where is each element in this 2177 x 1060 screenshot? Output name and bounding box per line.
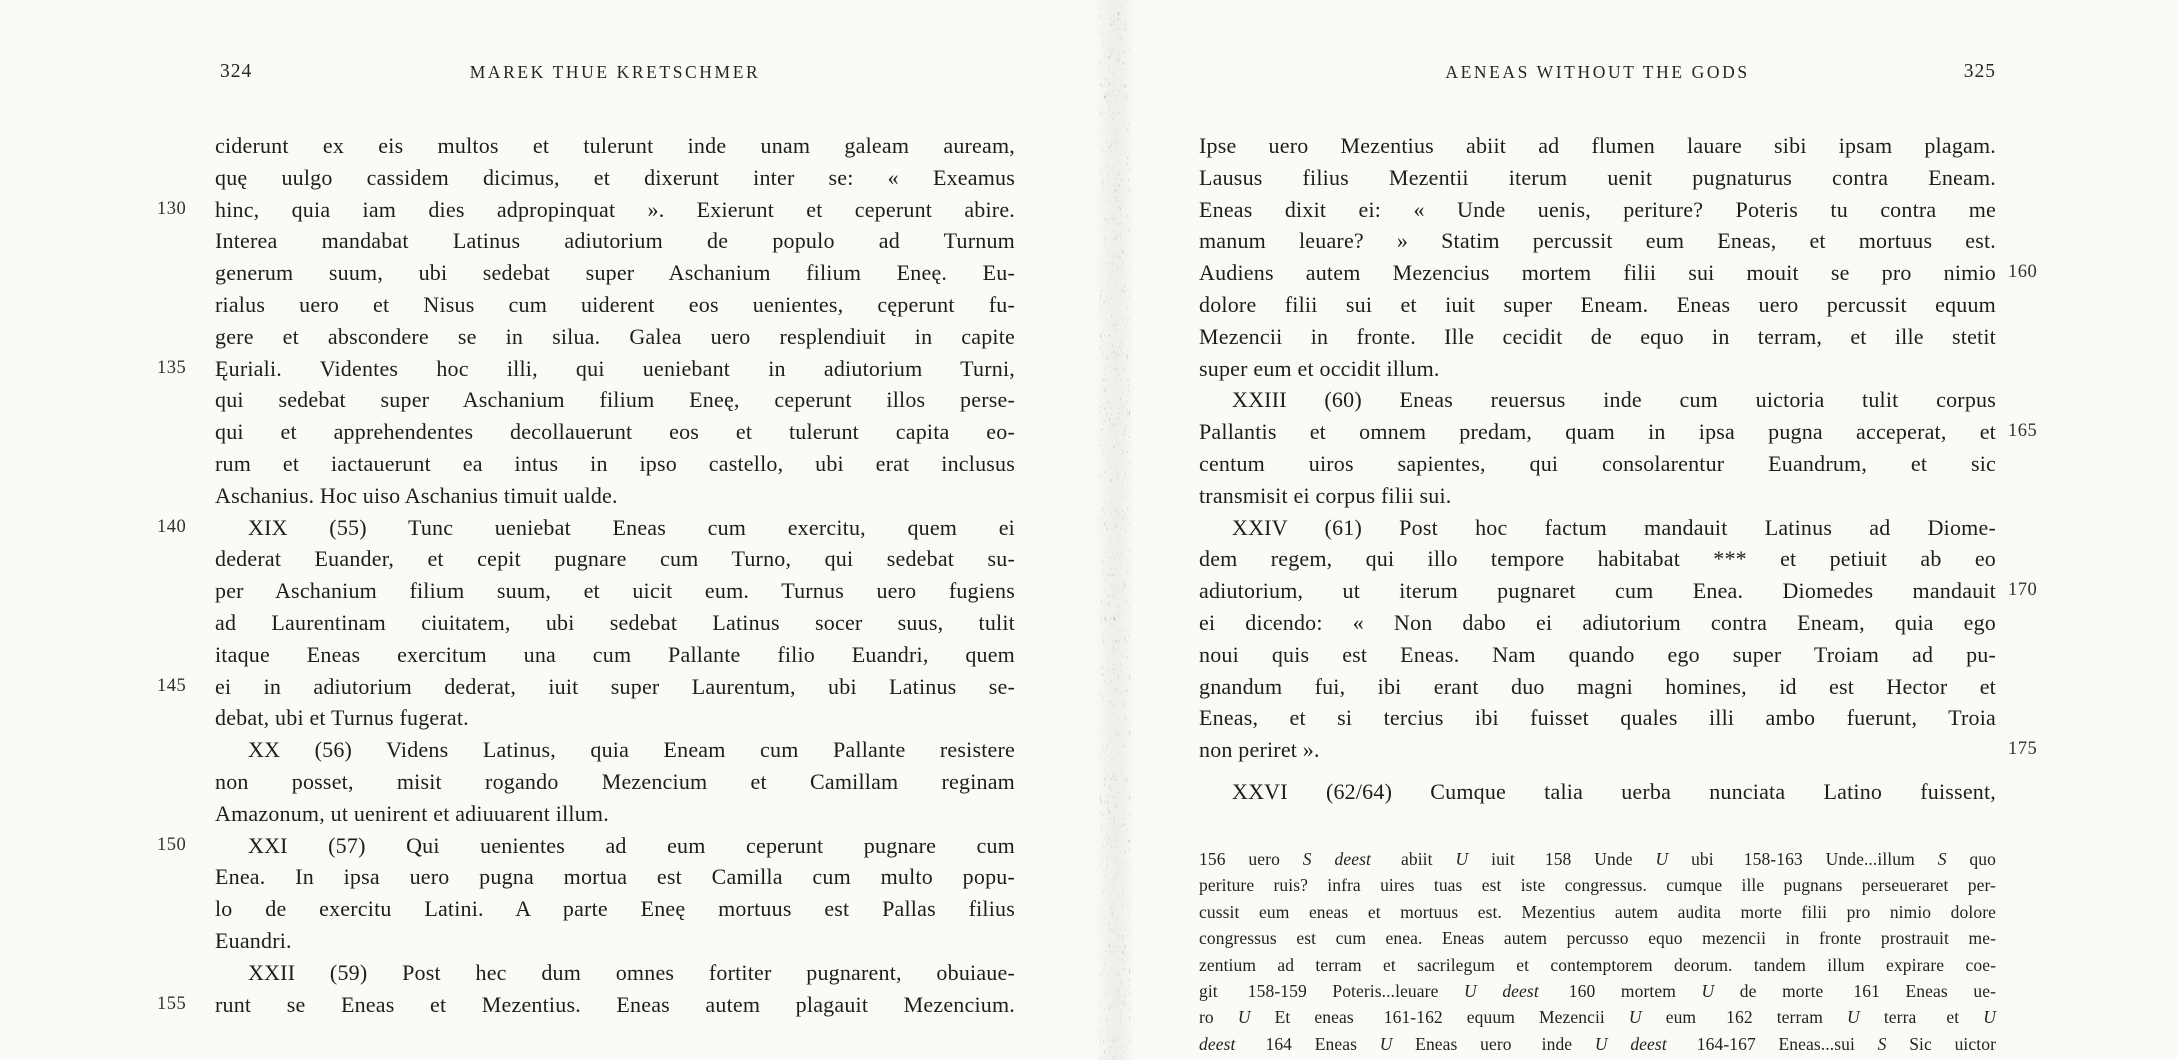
line-text: ciderunt ex eis multos et tulerunt inde unam galeam auream, bbox=[215, 133, 1015, 158]
line-text: centum uiros sapientes, qui consolarentur Euandrum, et sic bbox=[1199, 450, 1996, 476]
line-text: Audiens autem Mezencius mortem filii sui mouit se pro nimio bbox=[1199, 260, 1996, 286]
page-number-right: 325 bbox=[1963, 61, 1996, 82]
apparatus-line bbox=[1199, 846, 1996, 872]
line-number: 145 bbox=[157, 675, 187, 696]
text-line bbox=[1199, 225, 1996, 257]
apparatus-text: deest bbox=[1334, 849, 1371, 869]
text-line bbox=[1199, 448, 1996, 480]
apparatus-text: cussit eum eneas et mortuus est. Mezentius autem audita morte filii pro nimio dolore bbox=[1199, 901, 1996, 922]
line-text: Pallantis et omnem predam, quam in ipsa pugna acceperat, et bbox=[1199, 419, 1996, 445]
apparatus-text: deest bbox=[1199, 1033, 1236, 1054]
gutter-noise-texture bbox=[1100, 0, 1130, 1060]
text-line bbox=[1199, 289, 1996, 321]
page-left bbox=[157, 0, 1015, 1060]
line-text: XX (56) Videns Latinus, quia Eneam cum Pallante resistere bbox=[248, 737, 1015, 763]
line-text: XXI (57) Qui uenientes ad eum ceperunt pugnare cum bbox=[248, 832, 1015, 858]
text-line bbox=[157, 830, 1015, 862]
line-number: 140 bbox=[157, 516, 187, 537]
line-text: XXVI (62/64) Cumque talia uerba nunciata Latino fuissent, bbox=[1232, 778, 1996, 804]
apparatus-text: ubi bbox=[1668, 849, 1714, 869]
apparatus-text: 158-159 Poteris...leuare bbox=[1247, 980, 1465, 1001]
text-line bbox=[215, 798, 1015, 830]
apparatus-text: 161-162 equum Mezencii bbox=[1383, 1007, 1629, 1028]
text-line bbox=[157, 989, 1015, 1021]
apparatus-text: U bbox=[1594, 1033, 1608, 1054]
apparatus-text: Eneas uero bbox=[1392, 1033, 1512, 1054]
apparatus-text: git bbox=[1199, 980, 1218, 1001]
apparatus-criticus-block bbox=[1199, 846, 1996, 1057]
right-text-block bbox=[1199, 130, 2038, 808]
text-line bbox=[215, 321, 1015, 353]
page-number-left: 324 bbox=[220, 61, 253, 82]
line-text: dolore filii sui et iuit super Eneam. Eneas uero percussit equum bbox=[1199, 291, 1996, 317]
apparatus-text: U bbox=[1983, 1007, 1996, 1028]
text-line bbox=[215, 130, 1015, 162]
apparatus-text: U bbox=[1847, 1007, 1860, 1028]
text-line bbox=[1199, 384, 1996, 416]
apparatus-text: U bbox=[1655, 849, 1669, 869]
text-line bbox=[1199, 416, 2038, 448]
text-line bbox=[1199, 575, 2038, 607]
line-text: Eneas dixit ei: « Unde uenis, periture? Poteris tu contra me bbox=[1199, 196, 1996, 222]
apparatus-text: 156 uero bbox=[1199, 849, 1303, 869]
text-line bbox=[215, 893, 1015, 925]
text-line bbox=[215, 289, 1015, 321]
text-line bbox=[215, 702, 1015, 734]
text-line bbox=[1199, 321, 1996, 353]
apparatus-line bbox=[1199, 1004, 1996, 1030]
line-text: manum leuare? » Statim percussit eum Eneas, et mortuus est. bbox=[1199, 228, 1996, 254]
text-line bbox=[1199, 257, 2038, 289]
text-line bbox=[157, 353, 1015, 385]
line-number: 130 bbox=[157, 198, 187, 219]
line-text: Euandri. bbox=[215, 927, 292, 953]
line-text: Eneas, et si tercius ibi fuisset quales illi ambo fuerunt, Troia bbox=[1199, 705, 1996, 731]
text-line bbox=[1199, 194, 1996, 226]
apparatus-text: 158 Unde bbox=[1544, 849, 1656, 869]
line-text: itaque Eneas exercitum una cum Pallante filio Euandri, quem bbox=[215, 641, 1015, 667]
apparatus-line bbox=[1199, 1031, 1996, 1057]
apparatus-text: 164 Eneas bbox=[1265, 1033, 1380, 1054]
page-right bbox=[1199, 0, 2038, 1060]
text-line bbox=[1199, 671, 1996, 703]
text-line bbox=[215, 957, 1015, 989]
apparatus-text: 162 terram bbox=[1726, 1007, 1848, 1028]
text-line bbox=[1199, 543, 1996, 575]
apparatus-text: iuit bbox=[1468, 849, 1515, 869]
line-text: ei in adiutorium dederat, iuit super Laurentum, ubi Latinus se- bbox=[215, 673, 1015, 699]
line-text: dederat Euander, et cepit pugnare cum Turno, qui sedebat su- bbox=[215, 546, 1015, 572]
text-line bbox=[1199, 480, 1996, 512]
line-text: lo de exercitu Latini. A parte Eneę mortuus est Pallas filius bbox=[215, 896, 1015, 922]
line-text: non periret ». bbox=[1199, 737, 1320, 763]
apparatus-text: 161 Eneas ue- bbox=[1853, 980, 1996, 1001]
line-text: Mezencii in fronte. Ille cecidit de equo in terram, et ille stetit bbox=[1199, 323, 1996, 349]
line-text: Ęuriali. Videntes hoc illi, qui ueniebant in adiutorium Turni, bbox=[215, 355, 1015, 381]
line-number: 135 bbox=[157, 357, 187, 378]
apparatus-text: 164-167 Eneas...sui bbox=[1696, 1033, 1878, 1054]
line-text: Amazonum, ut uenirent et adiuuarent illum. bbox=[215, 800, 609, 826]
apparatus-text: U bbox=[1628, 1007, 1642, 1028]
line-text: quę uulgo cassidem dicimus, et dixerunt inter se: « Exeamus bbox=[215, 164, 1015, 190]
apparatus-text: congressus est cum enea. Eneas autem percusso equo mezencii in fronte prostrauit me- bbox=[1199, 928, 1996, 949]
line-text: per Aschanium filium suum, et uicit eum. Turnus uero fugiens bbox=[215, 578, 1015, 604]
line-text: rum et iactauerunt ea intus in ipso castello, ubi erat inclusus bbox=[215, 450, 1015, 476]
gutter-shadow bbox=[1094, 0, 1136, 1060]
text-line bbox=[1199, 353, 1996, 385]
apparatus-line bbox=[1199, 925, 1996, 951]
text-line bbox=[215, 607, 1015, 639]
apparatus-text: zentium ad terram et sacrilegum et contemptorem deorum. tandem illum expirare coe- bbox=[1199, 954, 1996, 975]
apparatus-text: inde bbox=[1541, 1033, 1595, 1054]
left-text-block bbox=[157, 130, 1015, 1020]
text-line bbox=[1199, 776, 1996, 808]
text-line bbox=[157, 512, 1015, 544]
text-line bbox=[215, 480, 1015, 512]
line-text: gere et abscondere se in silua. Galea uero resplendiuit in capite bbox=[215, 323, 1015, 349]
line-text: debat, ubi et Turnus fugerat. bbox=[215, 705, 469, 731]
apparatus-text: S bbox=[1877, 1033, 1887, 1054]
apparatus-text: U bbox=[1464, 980, 1477, 1001]
line-number: 175 bbox=[2008, 739, 2038, 760]
line-text: gnandum fui, ibi erant duo magni homines, id est Hector et bbox=[1199, 673, 1996, 699]
line-text: transmisit ei corpus filii sui. bbox=[1199, 482, 1452, 508]
line-text: XXIV (61) Post hoc factum mandauit Latinus ad Diome- bbox=[1232, 514, 1996, 540]
text-line bbox=[215, 925, 1015, 957]
running-title-left: MAREK THUE KRETSCHMER bbox=[469, 62, 761, 82]
text-line bbox=[215, 416, 1015, 448]
apparatus-text: U bbox=[1701, 980, 1715, 1001]
apparatus-text bbox=[1477, 981, 1503, 1001]
apparatus-line bbox=[1199, 978, 1996, 1004]
left-page-header bbox=[215, 62, 1015, 88]
line-text: super eum et occidit illum. bbox=[1199, 355, 1440, 381]
text-line bbox=[157, 194, 1015, 226]
line-number: 165 bbox=[2008, 421, 2038, 442]
apparatus-text bbox=[1608, 1034, 1631, 1054]
apparatus-line bbox=[1199, 952, 1996, 978]
apparatus-text: S bbox=[1302, 849, 1312, 869]
line-number: 170 bbox=[2008, 580, 2038, 601]
line-text: generum suum, ubi sedebat super Aschanium filium Eneę. Eu- bbox=[215, 260, 1015, 286]
text-line bbox=[215, 257, 1015, 289]
text-line bbox=[215, 639, 1015, 671]
apparatus-text: periture ruis? infra uires tuas est iste congressus. cumque ille pugnans perseueraret per- bbox=[1199, 875, 1996, 896]
apparatus-text: U bbox=[1455, 849, 1469, 869]
right-page-header bbox=[1199, 62, 1996, 88]
line-text: hinc, quia iam dies adpropinquat ». Exierunt et ceperunt abire. bbox=[215, 196, 1015, 222]
apparatus-text: 158-163 Unde...illum bbox=[1743, 849, 1938, 869]
line-text: ad Laurentinam ciuitatem, ubi sedebat Latinus socer suus, tulit bbox=[215, 609, 1015, 635]
text-line bbox=[215, 225, 1015, 257]
line-text: XXII (59) Post hec dum omnes fortiter pugnarent, obuiaue- bbox=[248, 959, 1015, 985]
apparatus-text bbox=[1312, 849, 1335, 869]
text-line bbox=[215, 384, 1015, 416]
line-number: 150 bbox=[157, 834, 187, 855]
line-text: non posset, misit rogando Mezencium et Camillam reginam bbox=[215, 768, 1015, 794]
apparatus-text: 160 mortem bbox=[1568, 980, 1702, 1001]
text-line bbox=[1199, 512, 1996, 544]
text-line bbox=[215, 543, 1015, 575]
apparatus-text: U bbox=[1379, 1033, 1393, 1054]
line-text: Lausus filius Mezentii iterum uenit pugnaturus contra Eneam. bbox=[1199, 164, 1996, 190]
apparatus-line bbox=[1199, 872, 1996, 898]
line-text: ei dicendo: « Non dabo ei adiutorium contra Eneam, quia ego bbox=[1199, 609, 1996, 635]
line-text: adiutorium, ut iterum pugnaret cum Enea. Diomedes mandauit bbox=[1199, 578, 1996, 604]
line-text: qui et apprehendentes decollauerunt eos et tulerunt capita eo- bbox=[215, 419, 1015, 445]
line-number: 160 bbox=[2008, 262, 2038, 283]
line-text: XXIII (60) Eneas reuersus inde cum uictoria tulit corpus bbox=[1232, 387, 1996, 413]
text-line bbox=[215, 448, 1015, 480]
line-text: Interea mandabat Latinus adiutorium de populo ad Turnum bbox=[215, 228, 1015, 254]
apparatus-text: S bbox=[1937, 849, 1947, 869]
text-line bbox=[157, 671, 1015, 703]
line-number: 155 bbox=[157, 993, 187, 1014]
line-text: runt se Eneas et Mezentius. Eneas autem plagauit Mezencium. bbox=[215, 991, 1015, 1017]
apparatus-text: Et eneas bbox=[1250, 1007, 1354, 1028]
apparatus-text: ro bbox=[1199, 1007, 1238, 1028]
apparatus-line bbox=[1199, 899, 1996, 925]
apparatus-text: deest bbox=[1630, 1033, 1667, 1054]
line-text: rialus uero et Nisus cum uiderent eos uenientes, cęperunt fu- bbox=[215, 291, 1015, 317]
apparatus-text: et bbox=[1946, 1007, 1984, 1028]
text-line bbox=[1199, 702, 1996, 734]
text-line bbox=[215, 861, 1015, 893]
text-line bbox=[215, 162, 1015, 194]
line-text: noui quis est Eneas. Nam quando ego super Troiam ad pu- bbox=[1199, 641, 1996, 667]
text-line bbox=[1199, 130, 1996, 162]
line-text: dem regem, qui illo tempore habitabat *** et petiuit ab eo bbox=[1199, 546, 1996, 572]
text-line bbox=[1199, 639, 1996, 671]
apparatus-text: terra bbox=[1859, 1007, 1917, 1028]
apparatus-text: de morte bbox=[1714, 980, 1824, 1001]
text-line bbox=[215, 734, 1015, 766]
apparatus-text: eum bbox=[1641, 1007, 1697, 1028]
text-line bbox=[1199, 607, 1996, 639]
line-text: Aschanius. Hoc uiso Aschanius timuit ualde. bbox=[215, 482, 618, 508]
apparatus-text: abiit bbox=[1401, 849, 1456, 869]
line-text: Enea. In ipsa uero pugna mortua est Camilla cum multo popu- bbox=[215, 864, 1015, 890]
running-title-right: AENEAS WITHOUT THE GODS bbox=[1445, 62, 1750, 82]
apparatus-text: Sic uictor bbox=[1886, 1033, 1996, 1054]
line-text: Ipse uero Mezentius abiit ad flumen lauare sibi ipsam plagam. bbox=[1199, 133, 1996, 158]
text-line bbox=[1199, 734, 2038, 766]
text-line bbox=[1199, 162, 1996, 194]
apparatus-text: deest bbox=[1502, 980, 1539, 1001]
text-line bbox=[215, 575, 1015, 607]
line-text: qui sedebat super Aschanium filium Eneę, ceperunt illos perse- bbox=[215, 387, 1015, 413]
apparatus-text: quo bbox=[1946, 849, 1996, 869]
text-line bbox=[215, 766, 1015, 798]
apparatus-text: U bbox=[1237, 1007, 1251, 1028]
line-text: XIX (55) Tunc ueniebat Eneas cum exercitu, quem ei bbox=[248, 514, 1015, 540]
